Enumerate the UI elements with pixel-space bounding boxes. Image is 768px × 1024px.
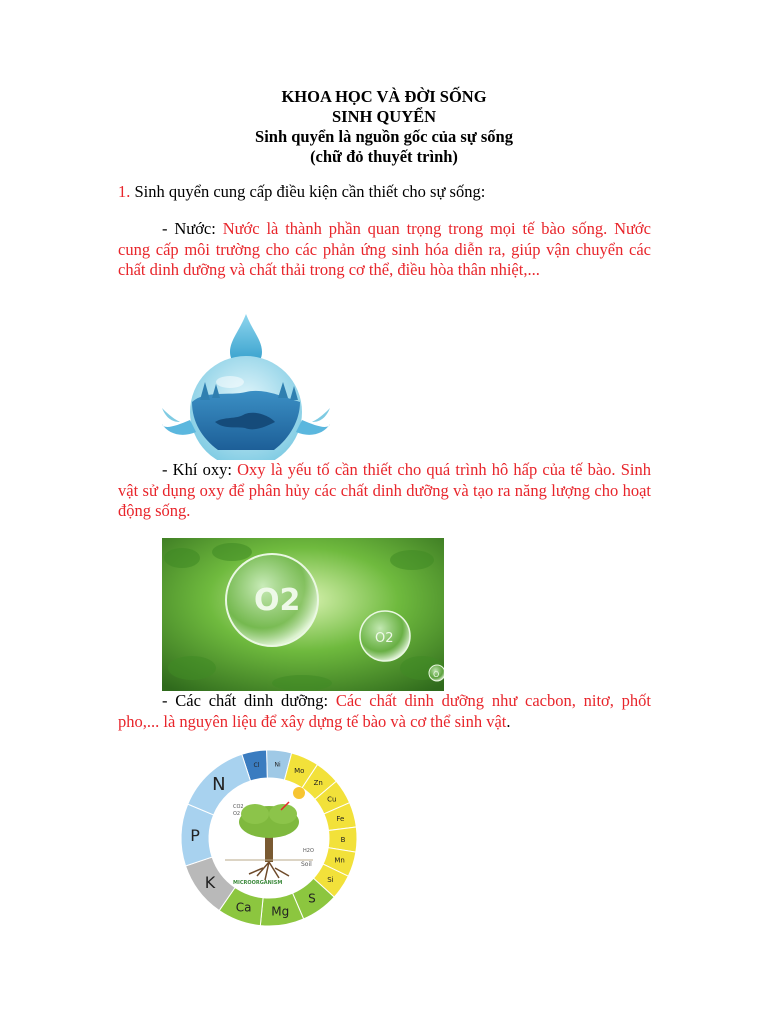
h2o-label: H2O [303,848,314,854]
water-image [160,312,332,460]
nutrients-tail: . [506,711,511,731]
water-paragraph [118,219,651,281]
element-label-ca: Ca [235,900,252,915]
element-label-si: Si [327,875,334,884]
nutrients-text: Các chất dinh dưỡng như cacbon, nitơ, phốt pho,... là nguyên liệu để xây dựng tế bào và cơ thể sinh vật [118,691,652,731]
element-label-s: S [308,891,316,906]
nutrient-wheel-diagram [178,747,360,929]
doc-note: (chữ đỏ thuyết trình) [310,147,458,166]
water-label: - Nước: [162,219,216,238]
element-label-mg: Mg [271,904,290,919]
oxygen-bubble-image [162,538,444,691]
element-label-cu: Cu [327,795,337,804]
nutrients-image [178,747,360,929]
element-label-mn: Mn [334,856,345,865]
doc-title-line2: SINH QUYỂN [331,107,437,126]
element-label-ni: Ni [274,761,281,769]
nutrients-label: - Các chất dinh dưỡng: [162,691,329,710]
element-label-zn: Zn [313,779,323,788]
element-label-k: K [204,873,216,893]
o2-small-label: O2 [375,631,394,646]
water-text: Nước là thành phần quan trọng trong mọi tế bào sống. Nước cung cấp môi trường cho các phản ứng sinh hóa diễn ra, giúp vận chuyển các chất dinh dưỡng và chất thải trong cơ thể, điều hòa thân nhiệt,... [118,219,651,279]
o2-big-label: O2 [254,583,301,618]
oxygen-image [162,538,444,691]
oxygen-paragraph [118,460,651,522]
oxygen-text: Oxy là yếu tố cần thiết cho quá trình hô hấp của tế bào. Sinh vật sử dụng oxy để phân hủy các chất dinh dưỡng và tạo ra năng lượng cho hoạt động sống. [118,460,651,520]
section-1-heading [118,182,651,203]
doc-subtitle: Sinh quyển là nguồn gốc của sự sống [255,127,513,146]
co2-label: CO2 [233,804,244,810]
soil-label: Soil [301,861,312,868]
oxygen-label: - Khí oxy: [162,460,232,479]
element-label-n: N [212,773,226,795]
element-label-cl: Cl [253,762,260,770]
o2-label: O2 [233,811,241,817]
o-tiny-label: O [433,670,440,679]
element-label-b: B [340,835,346,844]
element-label-p: P [190,825,200,845]
doc-title-line1: KHOA HỌC VÀ ĐỜI SỐNG [281,87,487,106]
section-number: 1. [118,182,131,201]
element-label-fe: Fe [336,814,345,823]
microorganism-label: MICROORGANISM [233,880,283,886]
nutrients-paragraph [118,691,651,732]
section-title: Sinh quyển cung cấp điều kiện cần thiết cho sự sống: [134,182,486,201]
water-drop-icon [160,312,332,460]
element-label-mo: Mo [294,766,305,775]
